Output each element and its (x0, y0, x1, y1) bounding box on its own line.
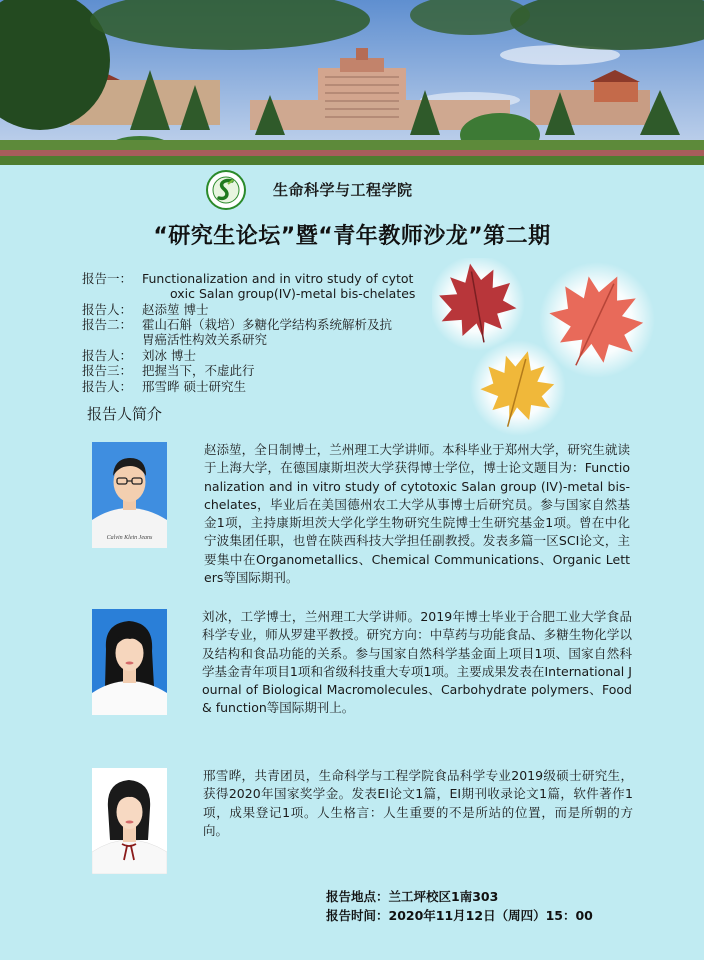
college-logo-icon (206, 170, 246, 210)
speaker-3-bio: 邢雪晔，共青团员，生命科学与工程学院食品科学专业2019级硕士研究生，获得2020年国家奖学金。发表EI论文1篇，EI期刊收录论文1篇，软件著作1项，成果登记1项。人生格言：人生重要的不是所站的位置，而是所朝的方向。 (203, 768, 633, 838)
college-name: 生命科学与工程学院 (273, 181, 413, 199)
event-time: 报告时间：2020年11月12日（周四）15：00 (326, 908, 593, 923)
report-2-key: 报告二： (82, 317, 133, 332)
speaker-1-bio: 赵添堃，全日制博士，兰州理工大学讲师。本科毕业于郑州大学，研究生就读于上海大学，在德国康斯坦茨大学获得博士学位，博士论文题目为：Functionalization and in vitro study of cytotoxic Salan group (IV)-metal bis-chelates，毕业后在美国德州农工大学从事博士后研究员。参与国家自然基金1项，主持康斯坦茨大学化学生物研究生院博士生研究基金1项。曾在中化宁波集团任职，也曾在陕西科技大学担任副教授。发表多篇一区SCI论文，主要集中在Organometallics、Chemical Communications、Organic Letters等国际期刊。 (204, 442, 630, 586)
presenter-3-key: 报告人： (82, 379, 133, 394)
speaker-2-photo (92, 609, 167, 715)
event-title: “研究生论坛”暨“青年教师沙龙”第二期 (153, 224, 551, 249)
section-title-speakers: 报告人简介 (87, 405, 163, 423)
presenter-1-key: 报告人： (82, 302, 133, 317)
report-2-title-line2: 胃癌活性构效关系研究 (142, 332, 268, 347)
report-1-title-line2: oxic Salan group(IV)-metal bis-chelates (170, 286, 416, 301)
presenter-3-name: 邢雪晔 硕士研究生 (142, 379, 246, 394)
report-3 (82, 363, 442, 378)
presenter-3 (82, 379, 442, 394)
report-2-title-line1: 霍山石斛（栽培）多糖化学结构系统解析及抗 (142, 317, 393, 332)
presenter-1 (82, 302, 442, 317)
presenter-2 (82, 348, 442, 363)
report-2 (82, 317, 442, 347)
report-1 (82, 271, 442, 301)
speaker-1-photo (92, 442, 167, 548)
report-1-key: 报告一： (82, 271, 133, 286)
campus-banner-image (0, 0, 704, 165)
presenter-2-key: 报告人： (82, 348, 133, 363)
presenter-1-name: 赵添堃 博士 (142, 302, 209, 317)
report-3-key: 报告三： (82, 363, 133, 378)
report-1-title-line1: Functionalization and in vitro study of cytot (142, 271, 414, 286)
speaker-2-bio: 刘冰，工学博士，兰州理工大学讲师。2019年博士毕业于合肥工业大学食品科学专业，师从罗建平教授。研究方向：中草药与功能食品、多糖生物化学以及结构和食品功能的关系。参与国家自然科学基金面上项目1项、国家自然科学基金青年项目1项和省级科技重大专项1项。主要成果发表在International Journal of Biological Macromolecules、Carbohydrate polymers、Food & function等国际期刊上。 (202, 609, 632, 716)
presenter-2-name: 刘冰 博士 (142, 348, 196, 363)
report-3-title: 把握当下，不虚此行 (142, 363, 255, 378)
speaker-3-photo (92, 768, 167, 874)
maple-leaves-decoration (432, 258, 662, 436)
shirt-brand-text: Calvin Klein Jeans (106, 535, 153, 541)
event-location: 报告地点：兰工坪校区1南303 (326, 889, 499, 904)
